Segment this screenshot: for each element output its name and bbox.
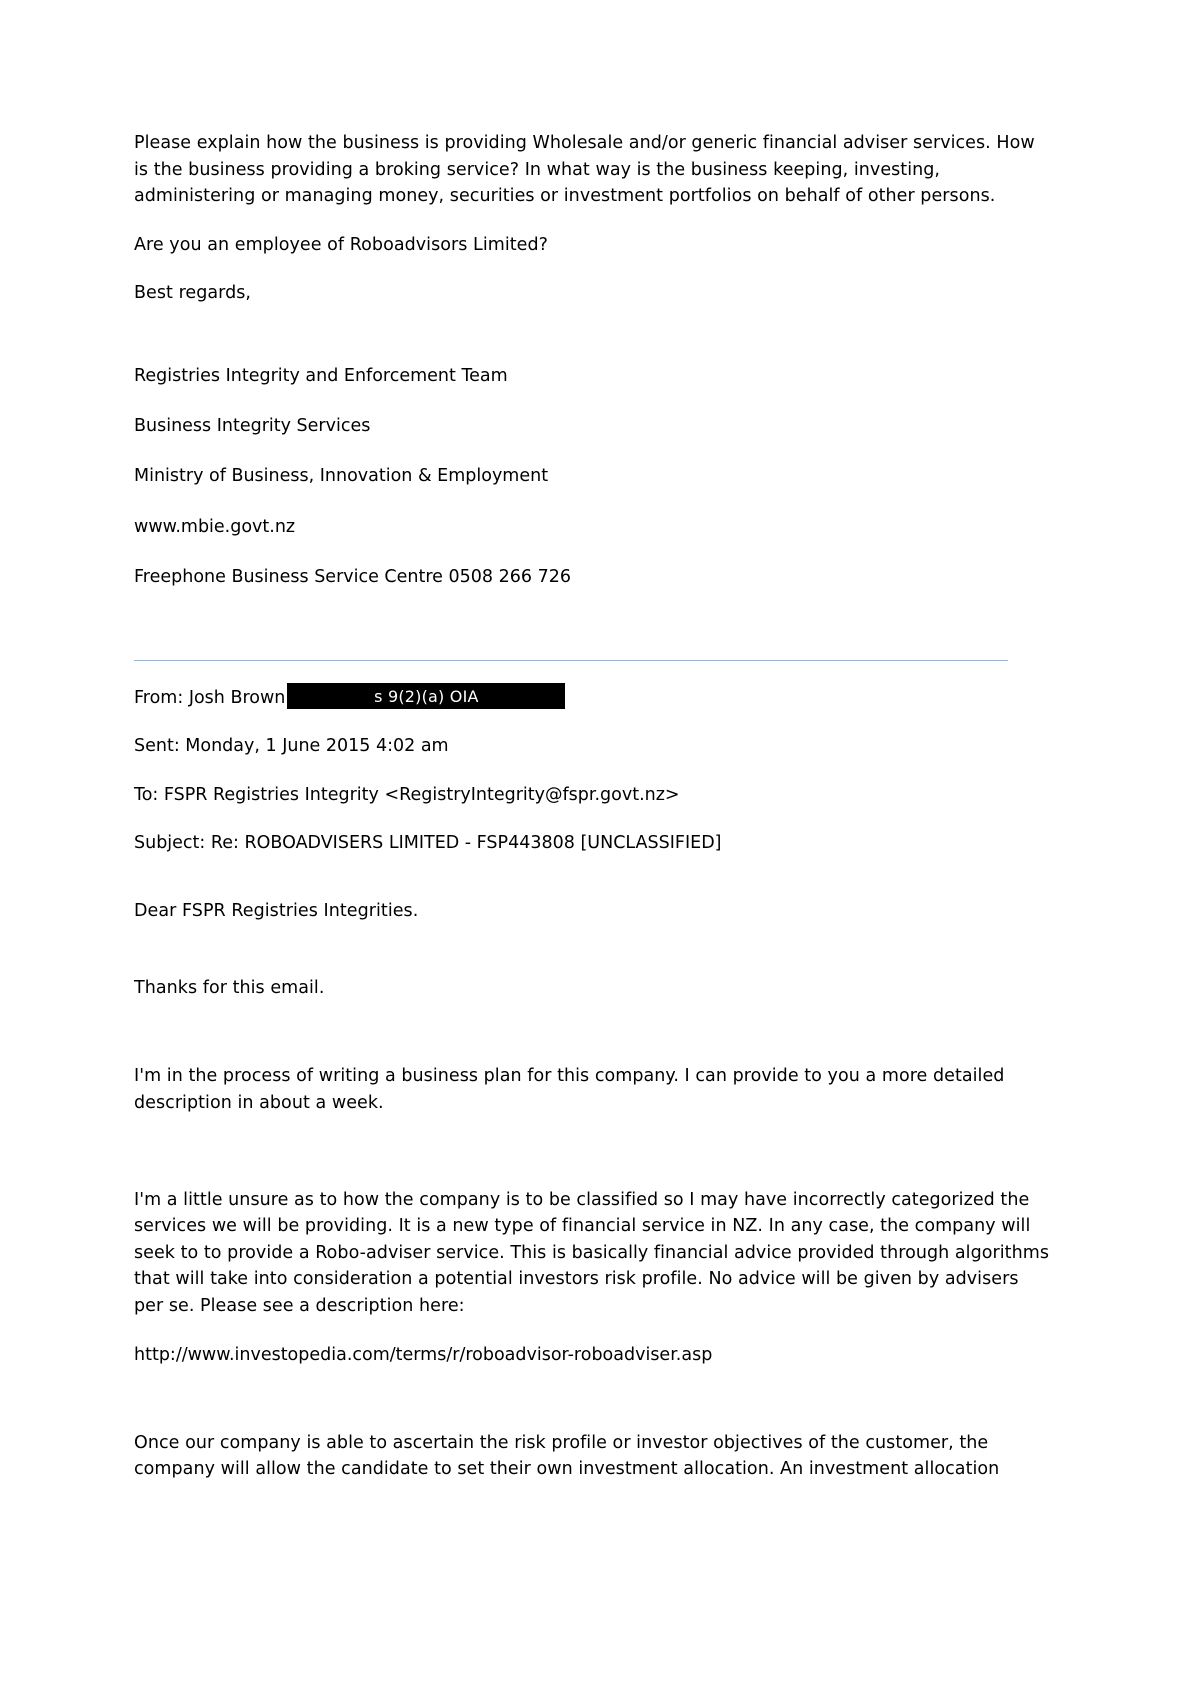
signature-block [134,363,1050,590]
email-sent-line: Sent: Monday, 1 June 2015 4:02 am [134,736,449,757]
signature-website: www.mbie.govt.nz [134,516,296,537]
quoted-email-header [134,683,1050,856]
body-gap-4 [134,1390,1050,1430]
email-link[interactable]: http://www.investopedia.com/terms/r/roboadvisor-roboadviser.asp [134,1344,713,1365]
email-divider [134,660,1008,661]
email-greeting: Dear FSPR Registries Integrities. [134,901,419,922]
signature-spacer [134,614,1050,660]
body-gap-1 [134,947,1050,975]
email-thanks: Thanks for this email. [134,977,325,998]
email-paragraph-3: Once our company is able to ascertain the risk profile or investor objectives of the customer, the company will allow the candidate to set their own investment allocation. An investment allocation [134,1432,1000,1480]
email-paragraph-2: I'm a little unsure as to how the company is to be classified so I may have incorrectly categorized the services we will be providing. It is a new type of financial service in NZ. In any case, the company will seek to to provide a Robo-adviser service. This is basically financial advice provided through algorithms that will take into consideration a potential investors risk profile. No advice will be given by advisers per se. Please see a description here: [134,1189,1049,1316]
paragraph-services-question: Please explain how the business is providing Wholesale and/or generic financial adviser services. How is the business providing a broking service? In what way is the business keeping, investing, administering or managing money, securities or investment portfolios on behalf of other persons. [134,133,1035,207]
signature-phone: Freephone Business Service Centre 0508 266 726 [134,566,571,587]
redaction-label: s 9(2)(a) OIA [374,687,479,707]
quoted-email-body [134,898,1050,1483]
email-from-line [134,683,1050,711]
signature-ministry: Ministry of Business, Innovation & Employment [134,466,549,487]
email-from-label: From: Josh Brown [134,688,286,709]
signature-department: Business Integrity Services [134,416,371,437]
signature-team: Registries Integrity and Enforcement Team [134,365,508,386]
redaction-bar [287,683,565,709]
body-gap-3 [134,1139,1050,1187]
paragraph-best-regards: Best regards, [134,283,252,304]
email-paragraph-1: I'm in the process of writing a business plan for this company. I can provide to you a more detailed description in about a week. [134,1066,1005,1113]
paragraph-employee-question: Are you an employee of Roboadvisors Limited? [134,234,548,255]
email-to-line: To: FSPR Registries Integrity <RegistryIntegrity@fspr.govt.nz> [134,784,680,805]
body-gap-2 [134,1023,1050,1063]
email-subject-line: Subject: Re: ROBOADVISERS LIMITED - FSP443808 [UNCLASSIFIED] [134,832,722,853]
